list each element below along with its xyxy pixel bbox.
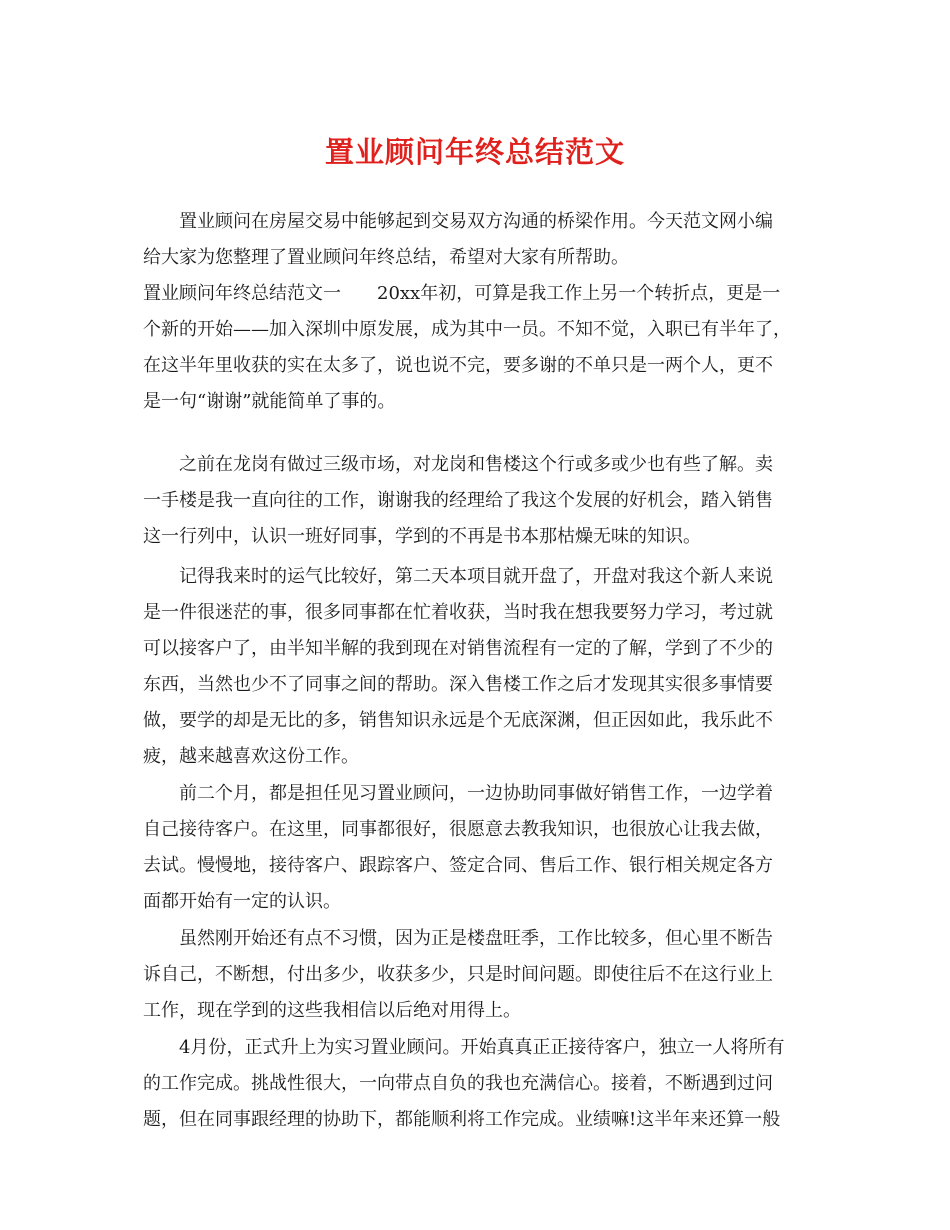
paragraph-line: 记得我来时的运气比较好，第二天本项目就开盘了，开盘对我这个新人来说 — [179, 566, 773, 587]
paragraph-text: 20xx年初，可算是我工作上另一个转折点，更是一 — [377, 283, 781, 304]
paragraph-line: 诉自己，不断想，付出多少，收获多少，只是时间问题。即使往后不在这行业上 — [143, 964, 773, 985]
paragraph-line: 自己接待客户。在这里，同事都很好，很愿意去教我知识，也很放心让我去做， — [143, 819, 773, 840]
paragraph-line: 在这半年里收获的实在太多了，说也说不完，要多谢的不单只是一两个人，更不 — [143, 355, 773, 376]
page-title: 置业顾问年终总结范文 — [324, 135, 625, 169]
paragraph-line: 个新的开始——加入深圳中原发展，成为其中一员。不知不觉，入职已有半年了， — [143, 319, 791, 340]
paragraph-line: 的工作完成。挑战性很大，一向带点自负的我也充满信心。接着，不断遇到过问 — [143, 1073, 773, 1094]
paragraph-line: 疲，越来越喜欢这份工作。 — [143, 746, 359, 767]
paragraph-line: 一手楼是我一直向往的工作，谢谢我的经理给了我这个发展的好机会，踏入销售 — [143, 490, 773, 511]
paragraph-line: 是一句“谢谢”就能简单了事的。 — [143, 391, 396, 412]
paragraph-line: 可以接客户了，由半知半解的我到现在对销售流程有一定的了解，学到了不少的 — [143, 638, 773, 659]
paragraph-line: 做，要学的却是无比的多，销售知识永远是个无底深渊，但正因如此，我乐此不 — [143, 710, 773, 731]
paragraph-line: 虽然刚开始还有点不习惯，因为正是楼盘旺季，工作比较多，但心里不断告 — [179, 928, 773, 949]
paragraph-line: 之前在龙岗有做过三级市场，对龙岗和售楼这个行或多或少也有些了解。卖 — [179, 454, 773, 475]
paragraph-line: 4月份，正式升上为实习置业顾问。开始真真正正接待客户，独立一人将所有 — [179, 1037, 785, 1058]
paragraph-line: 给大家为您整理了置业顾问年终总结，希望对大家有所帮助。 — [143, 247, 629, 268]
paragraph-line: 东西，当然也少不了同事之间的帮助。深入售楼工作之后才发现其实很多事情要 — [143, 674, 773, 695]
paragraph-line: 题，但在同事跟经理的协助下，都能顺利将工作完成。业绩嘛!这半年来还算一般 — [143, 1109, 781, 1130]
paragraph-line: 这一行列中，认识一班好同事，学到的不再是书本那枯燥无味的知识。 — [143, 526, 701, 547]
paragraph-line: 前二个月，都是担任见习置业顾问，一边协助同事做好销售工作，一边学着 — [179, 783, 773, 804]
paragraph-line: 工作，现在学到的这些我相信以后绝对用得上。 — [143, 1000, 521, 1021]
paragraph-line: 去试。慢慢地，接待客户、跟踪客户、签定合同、售后工作、银行相关规定各方 — [143, 855, 773, 876]
paragraph-line: 置业顾问在房屋交易中能够起到交易双方沟通的桥梁作用。今天范文网小编 — [179, 211, 773, 232]
paragraph-line — [143, 282, 813, 306]
section-heading: 置业顾问年终总结范文一 — [143, 283, 341, 304]
paragraph-line: 是一件很迷茫的事，很多同事都在忙着收获，当时我在想我要努力学习，考过就 — [143, 602, 773, 623]
paragraph-line: 面都开始有一定的认识。 — [143, 891, 341, 912]
